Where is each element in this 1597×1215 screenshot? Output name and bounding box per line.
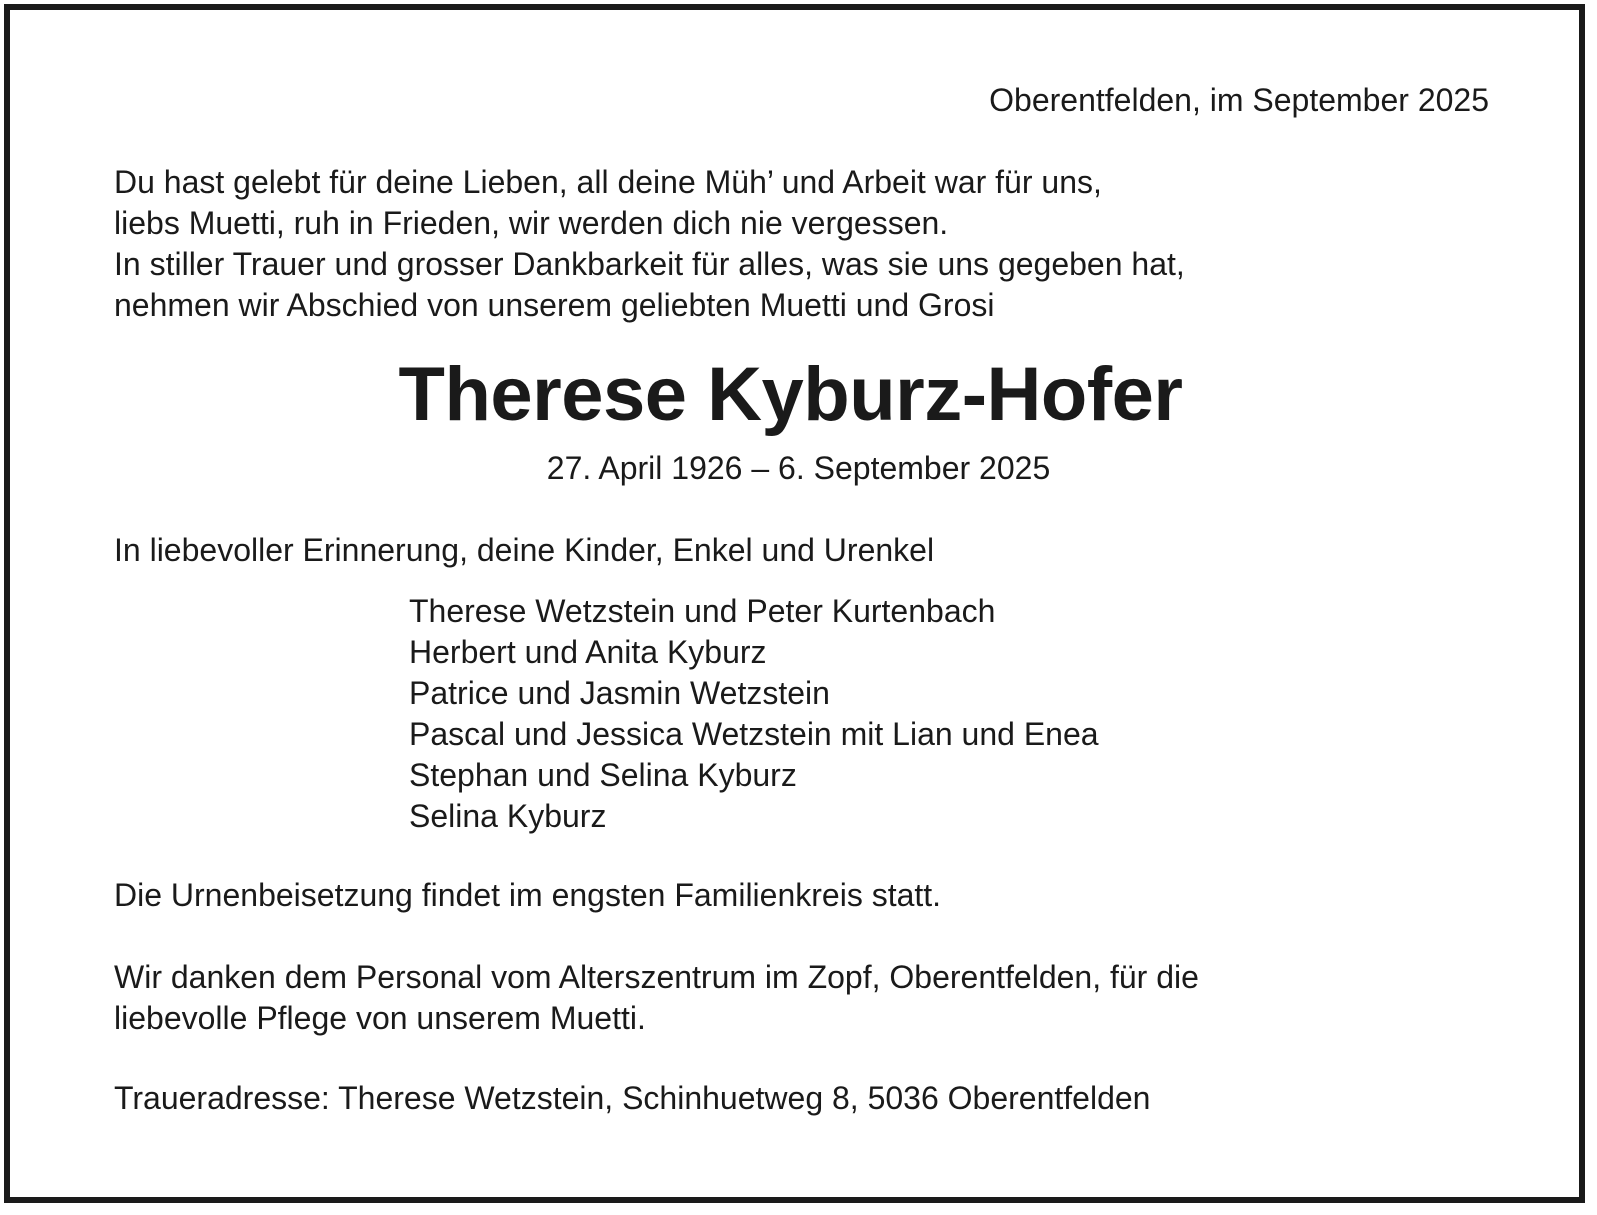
intro-line: Du hast gelebt für deine Lieben, all deine Müh’ und Arbeit war für uns, bbox=[114, 164, 1102, 200]
mourning-address: Traueradresse: Therese Wetzstein, Schinhuetweg 8, 5036 Oberentfelden bbox=[114, 1080, 1151, 1116]
family-member: Patrice und Jasmin Wetzstein bbox=[409, 675, 830, 711]
thanks-line: liebevolle Pflege von unserem Muetti. bbox=[114, 1000, 646, 1036]
burial-note: Die Urnenbeisetzung findet im engsten Familienkreis statt. bbox=[114, 877, 942, 913]
deceased-name: Therese Kyburz-Hofer bbox=[398, 352, 1183, 437]
place-date: Oberentfelden, im September 2025 bbox=[989, 82, 1489, 118]
life-dates: 27. April 1926 – 6. September 2025 bbox=[546, 450, 1051, 486]
intro-line: In stiller Trauer und grosser Dankbarkeit für alles, was sie uns gegeben hat, bbox=[114, 246, 1185, 282]
family-member: Stephan und Selina Kyburz bbox=[409, 757, 797, 793]
thanks-line: Wir danken dem Personal vom Alterszentrum im Zopf, Oberentfelden, für die bbox=[114, 959, 1199, 995]
family-member: Therese Wetzstein und Peter Kurtenbach bbox=[409, 593, 996, 629]
remembrance-line: In liebevoller Erinnerung, deine Kinder, Enkel und Urenkel bbox=[114, 532, 935, 568]
family-member: Selina Kyburz bbox=[409, 798, 607, 834]
family-list bbox=[409, 591, 1099, 837]
family-member: Pascal und Jessica Wetzstein mit Lian und Enea bbox=[409, 716, 1099, 752]
thanks-note bbox=[114, 957, 1199, 1039]
family-member: Herbert und Anita Kyburz bbox=[409, 634, 767, 670]
intro-verse bbox=[114, 162, 1185, 326]
intro-line: nehmen wir Abschied von unserem geliebten Muetti und Grosi bbox=[114, 287, 995, 323]
intro-line: liebs Muetti, ruh in Frieden, wir werden dich nie vergessen. bbox=[114, 205, 949, 241]
